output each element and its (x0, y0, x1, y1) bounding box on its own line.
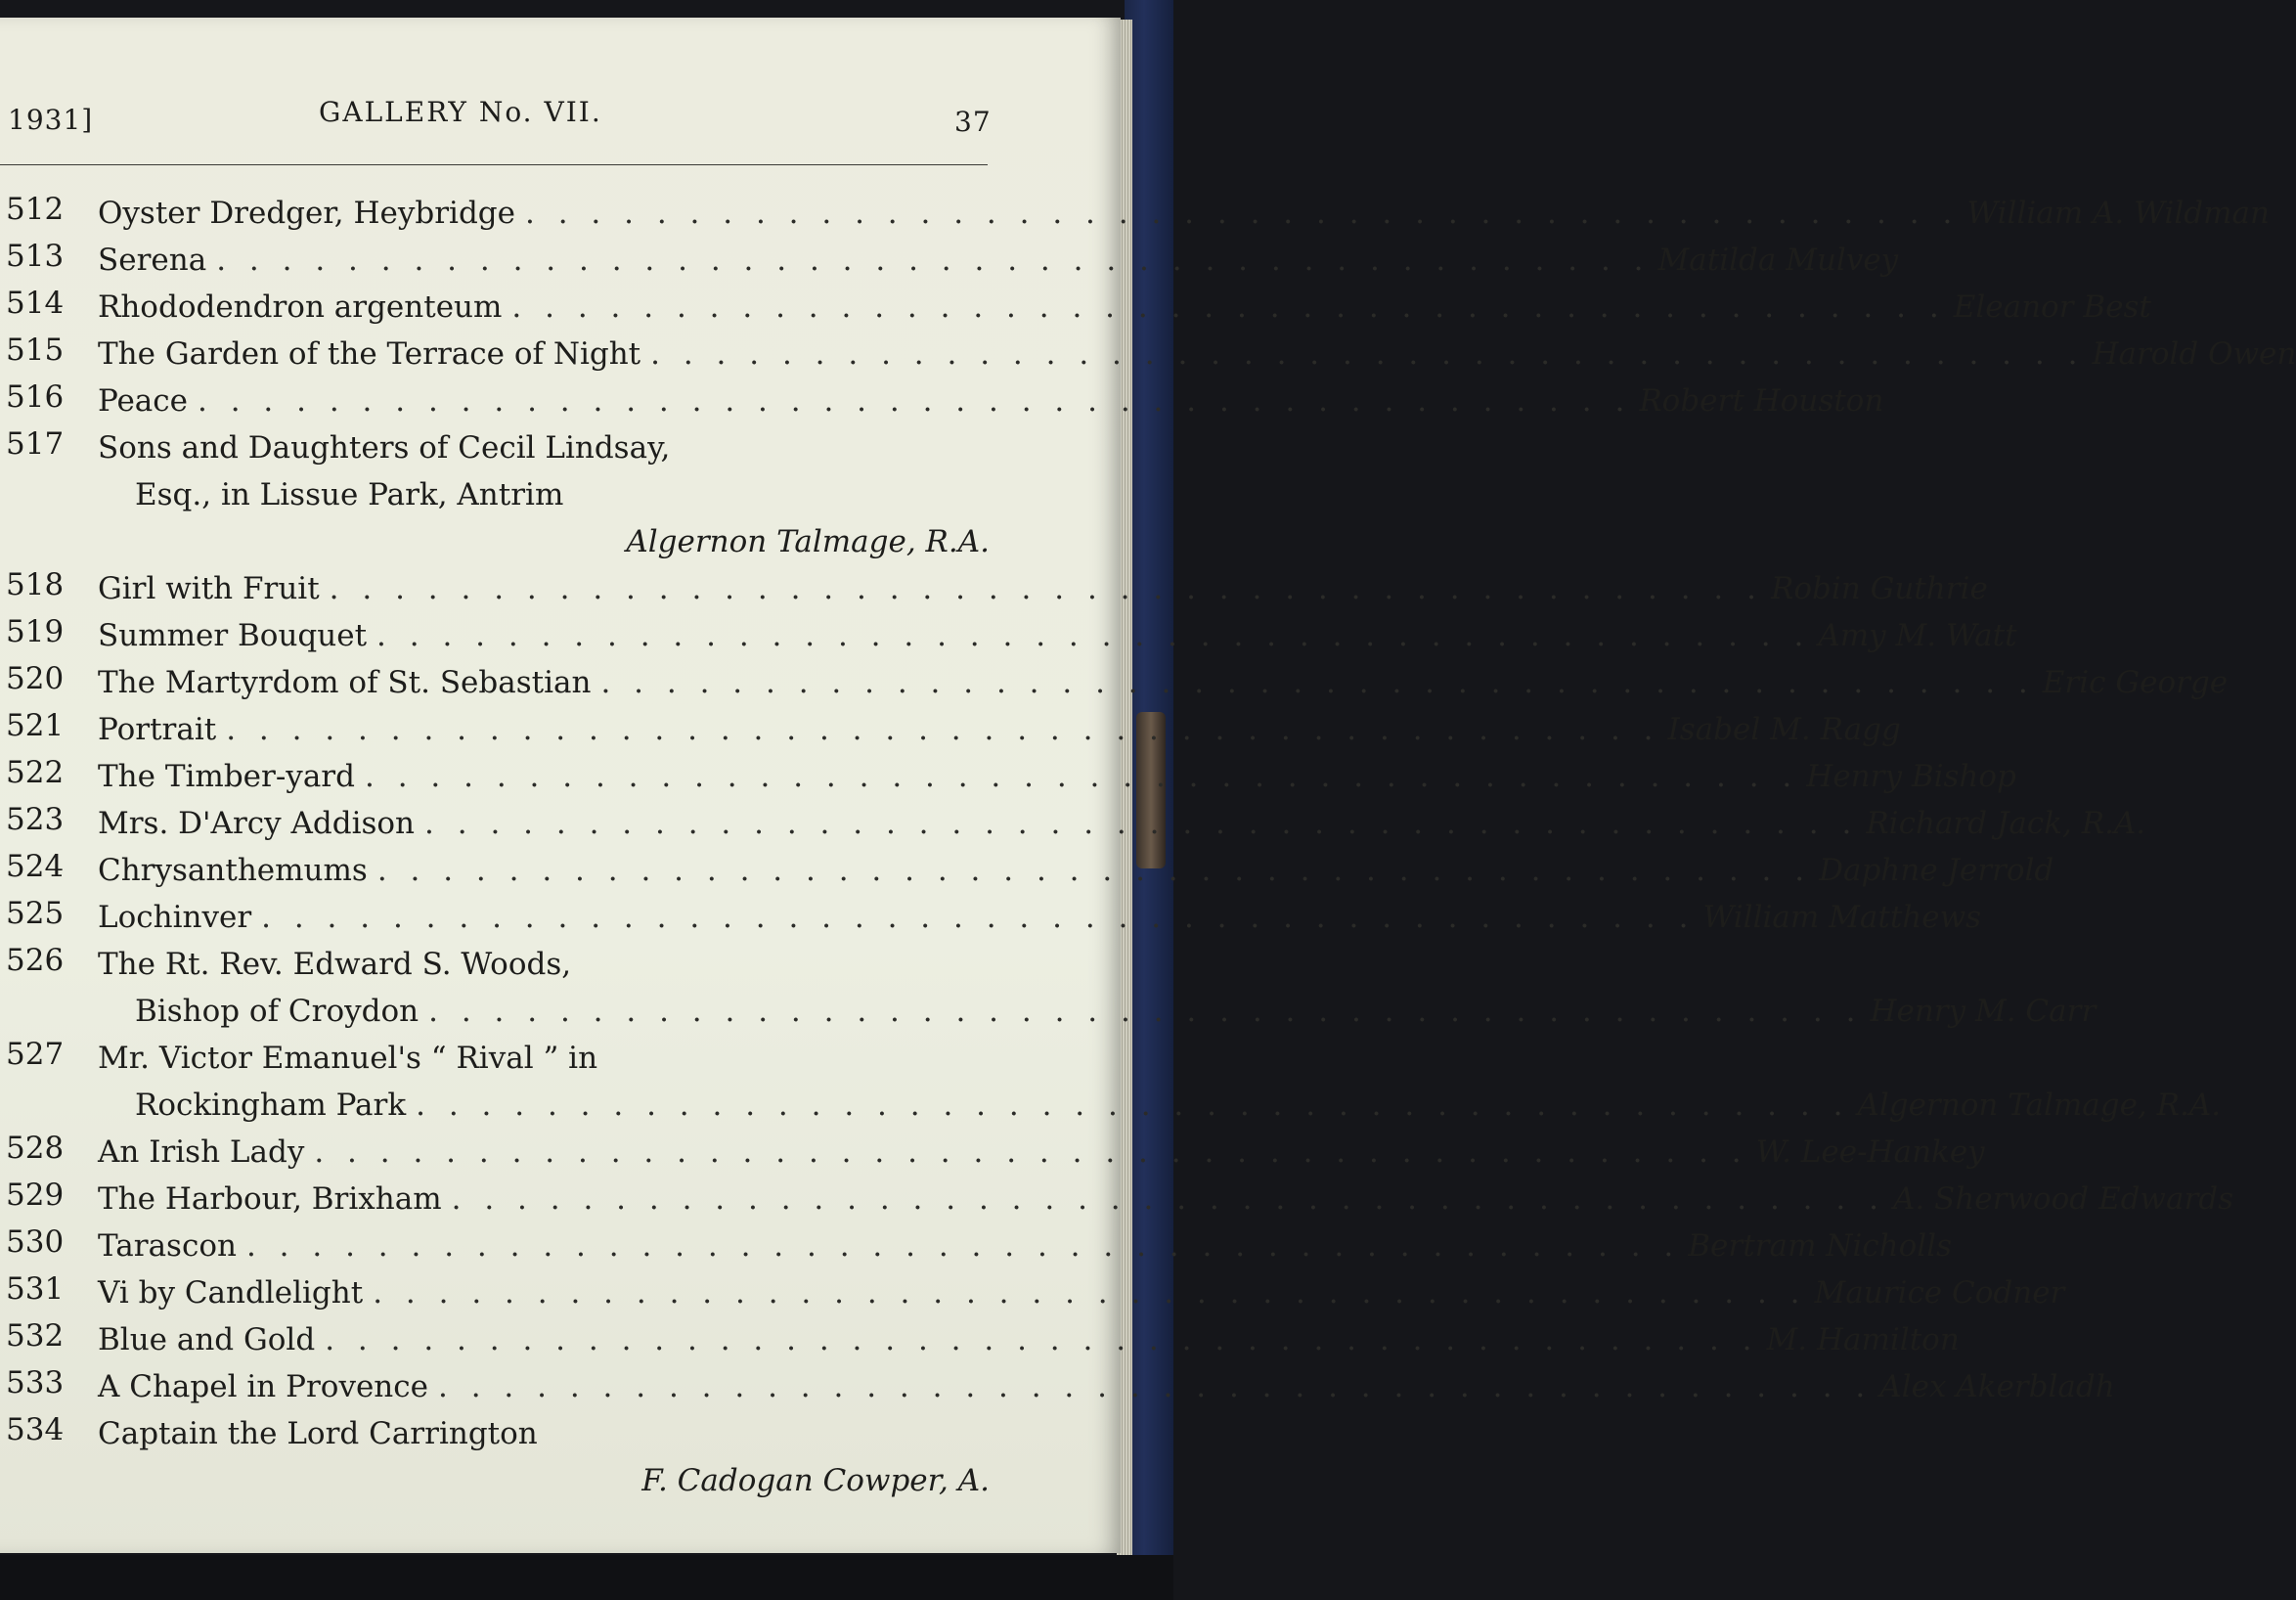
entry-title: Portrait (98, 712, 217, 747)
header-gallery-title: GALLERY No. VII. (319, 96, 602, 128)
entry-number: 533 (6, 1365, 65, 1400)
catalogue-entries (0, 190, 2296, 1504)
catalogue-entry (0, 565, 1988, 612)
entry-artist: William A. Wildman (1966, 196, 2270, 231)
entry-artist: Harold Owen (2092, 336, 2296, 372)
catalogue-entry (0, 1269, 2065, 1316)
catalogue-entry (0, 659, 2229, 706)
entry-title-continued: Rockingham Park (135, 1088, 407, 1123)
running-header (0, 84, 992, 138)
entry-number: 525 (6, 896, 65, 931)
entry-title: Chrysanthemums (98, 853, 368, 888)
entry-artist: Isabel M. Ragg (1667, 712, 1901, 747)
entry-title: The Harbour, Brixham (98, 1181, 442, 1217)
catalogue-entry (0, 706, 1901, 753)
catalogue-entry (0, 1176, 2234, 1222)
catalogue-entry (0, 1410, 990, 1504)
dot-leader: . . . . . . . . . . . . . . . . . . . . . . . . . . . . . . . . . . . . . . . . . . . . (325, 1322, 1759, 1357)
dot-leader: . . . . . . . . . . . . . . . . . . . . . . . . . . . . . . . . . . . . . . . . . . . . (437, 1369, 1873, 1404)
catalogue-entry (0, 424, 990, 565)
entry-number: 529 (6, 1178, 65, 1213)
entry-number: 526 (6, 943, 65, 978)
entry-title: Sons and Daughters of Cecil Lindsay, (98, 430, 671, 466)
entry-number: 528 (6, 1131, 65, 1166)
catalogue-entry (0, 612, 2017, 659)
dot-leader: . . . . . . . . . . . . . . . . . . . . . . . . . . . . . . . . . . . . . . . . . . . . (376, 618, 1811, 653)
page-number: 37 (954, 106, 992, 138)
entry-artist: Robin Guthrie (1770, 571, 1988, 606)
entry-title: The Timber-yard (98, 759, 355, 794)
dot-leader: . . . . . . . . . . . . . . . . . . . . . . . . . . . . . . . . . . . . . . . . . . . . (245, 1228, 1681, 1264)
entry-artist: Eric George (2042, 665, 2229, 700)
entry-title-continued: Bishop of Croydon (135, 994, 419, 1029)
entry-title: Tarascon (98, 1228, 237, 1264)
catalogue-entry (0, 894, 1982, 941)
catalogue-entry (0, 1035, 2222, 1129)
dot-leader: . . . . . . . . . . . . . . . . . . . . . . . . . . . . . . . . . . . . . . . . . . . . (329, 571, 1763, 606)
entry-title: Mr. Victor Emanuel's “ Rival ” in (98, 1041, 598, 1076)
dot-leader: . . . . . . . . . . . . . . . . . . . . . . . . . . . . . . . . . . . . . . . . . . . . (198, 383, 1632, 419)
entry-artist: Bertram Nicholls (1688, 1228, 1952, 1264)
catalogue-entry (0, 1363, 2115, 1410)
entry-number: 512 (6, 192, 65, 227)
catalogue-entry (0, 284, 2151, 331)
entry-number: 527 (6, 1037, 65, 1072)
dot-leader: . . . . . . . . . . . . . . . . . . . . . . . . . . . . . . . . . . . . . . . . . . . . (373, 1275, 1807, 1311)
catalogue-entry (0, 331, 2296, 378)
catalogue-entry (0, 237, 1899, 284)
entry-title: Mrs. D'Arcy Addison (98, 806, 416, 841)
entry-title: Peace (98, 383, 189, 419)
entry-title: Vi by Candlelight (98, 1275, 364, 1311)
entry-title: The Rt. Rev. Edward S. Woods, (98, 947, 572, 982)
entry-number: 514 (6, 286, 65, 321)
dot-leader: . . . . . . . . . . . . . . . . . . . . . . . . . . . . . . . . . . . . . . . . . . . . (376, 853, 1812, 888)
catalogue-entry (0, 1316, 1960, 1363)
header-year: 1931] (8, 104, 94, 136)
entry-number: 516 (6, 379, 65, 415)
entry-title: A Chapel in Provence (98, 1369, 428, 1404)
dot-leader: . . . . . . . . . . . . . . . . . . . . . . . . . . . . . . . . . . . . . . . . . . . . (600, 665, 2035, 700)
entry-number: 518 (6, 567, 65, 602)
dot-leader: . . . . . . . . . . . . . . . . . . . . . . . . . . . . . . . . . . . . . . . . . . . . (650, 336, 2085, 372)
entry-title: Lochinver (98, 900, 252, 935)
entry-artist: Matilda Mulvey (1657, 243, 1899, 278)
dot-leader: . . . . . . . . . . . . . . . . . . . . . . . . . . . . . . . . . . . . . . . . . . . . (216, 243, 1651, 278)
entry-title: Summer Bouquet (98, 618, 368, 653)
dot-leader: . . . . . . . . . . . . . . . . . . . . . . . . . . . . . . . . . . . . . . . . . . . . (511, 289, 1946, 325)
entry-artist: A. Sherwood Edwards (1892, 1181, 2234, 1217)
entry-title: Captain the Lord Carrington (98, 1416, 538, 1451)
entry-title: The Garden of the Terrace of Night (98, 336, 641, 372)
entry-number: 517 (6, 426, 65, 462)
catalogue-entry (0, 753, 2016, 800)
entry-number: 520 (6, 661, 65, 696)
entry-artist: F. Cadogan Cowper, A. (641, 1463, 990, 1498)
dot-leader: . . . . . . . . . . . . . . . . . . . . . . . . . . . . . . . . . . . . . . . . . . . . (525, 196, 1960, 231)
header-rule (0, 164, 988, 165)
entry-number: 519 (6, 614, 65, 649)
entry-artist: W. Lee-Hankey (1755, 1134, 1985, 1170)
entry-artist: Henry Bishop (1806, 759, 2016, 794)
entry-title: Rhododendron argenteum (98, 289, 503, 325)
dot-leader: . . . . . . . . . . . . . . . . . . . . . . . . . . . . . . . . . . . . . . . . . . . . (424, 806, 1859, 841)
catalogue-entry (0, 378, 1884, 424)
catalogue-entry (0, 1222, 1952, 1269)
entry-artist: Maurice Codner (1814, 1275, 2065, 1311)
dot-leader: . . . . . . . . . . . . . . . . . . . . . . . . . . . . . . . . . . . . . . . . . . . . (364, 759, 1799, 794)
dot-leader: . . . . . . . . . . . . . . . . . . . . . . . . . . . . . . . . . . . . . . . . . . . . (226, 712, 1660, 747)
entry-artist: Richard Jack, R.A. (1866, 806, 2146, 841)
entry-artist: Robert Houston (1639, 383, 1884, 419)
catalogue-entry (0, 1129, 1985, 1176)
entry-artist: Henry M. Carr (1870, 994, 2097, 1029)
entry-number: 532 (6, 1318, 65, 1354)
entry-title: An Irish Lady (98, 1134, 305, 1170)
entry-title: The Martyrdom of St. Sebastian (98, 665, 592, 700)
entry-artist: Amy M. Watt (1818, 618, 2017, 653)
book-cover-bottom (0, 1555, 1173, 1600)
entry-number: 534 (6, 1412, 65, 1447)
entry-number: 524 (6, 849, 65, 884)
catalogue-entry (0, 941, 2097, 1035)
entry-artist: Eleanor Best (1953, 289, 2151, 325)
entry-artist: Daphne Jerrold (1819, 853, 2054, 888)
entry-artist: Algernon Talmage, R.A. (1857, 1088, 2222, 1123)
entry-title: Girl with Fruit (98, 571, 320, 606)
entry-title: Blue and Gold (98, 1322, 316, 1357)
entry-title: Serena (98, 243, 207, 278)
catalogue-entry (0, 800, 2146, 847)
entry-artist: Algernon Talmage, R.A. (626, 524, 990, 559)
entry-number: 531 (6, 1271, 65, 1307)
catalogue-page (0, 18, 2296, 1553)
entry-number: 515 (6, 333, 65, 368)
dot-leader: . . . . . . . . . . . . . . . . . . . . . . . . . . . . . . . . . . . . . . . . . . . . (416, 1088, 1850, 1123)
dot-leader: . . . . . . . . . . . . . . . . . . . . . . . . . . . . . . . . . . . . . . . . . . . . (451, 1181, 1885, 1217)
dot-leader: . . . . . . . . . . . . . . . . . . . . . . . . . . . . . . . . . . . . . . . . . . . . (261, 900, 1696, 935)
entry-number: 523 (6, 802, 65, 837)
catalogue-entry (0, 847, 2054, 894)
entry-artist: William Matthews (1702, 900, 1982, 935)
dot-leader: . . . . . . . . . . . . . . . . . . . . . . . . . . . . . . . . . . . . . . . . . . . . (314, 1134, 1748, 1170)
entry-title-continued: Esq., in Lissue Park, Antrim (135, 477, 564, 512)
entry-title: Oyster Dredger, Heybridge (98, 196, 515, 231)
dot-leader: . . . . . . . . . . . . . . . . . . . . . . . . . . . . . . . . . . . . . . . . . . . . (428, 994, 1863, 1029)
catalogue-entry (0, 190, 2270, 237)
entry-number: 522 (6, 755, 65, 790)
entry-artist: Alex Akerbladh (1879, 1369, 2115, 1404)
entry-number: 521 (6, 708, 65, 743)
entry-artist: M. Hamilton (1766, 1322, 1960, 1357)
entry-number: 513 (6, 239, 65, 274)
entry-number: 530 (6, 1224, 65, 1260)
